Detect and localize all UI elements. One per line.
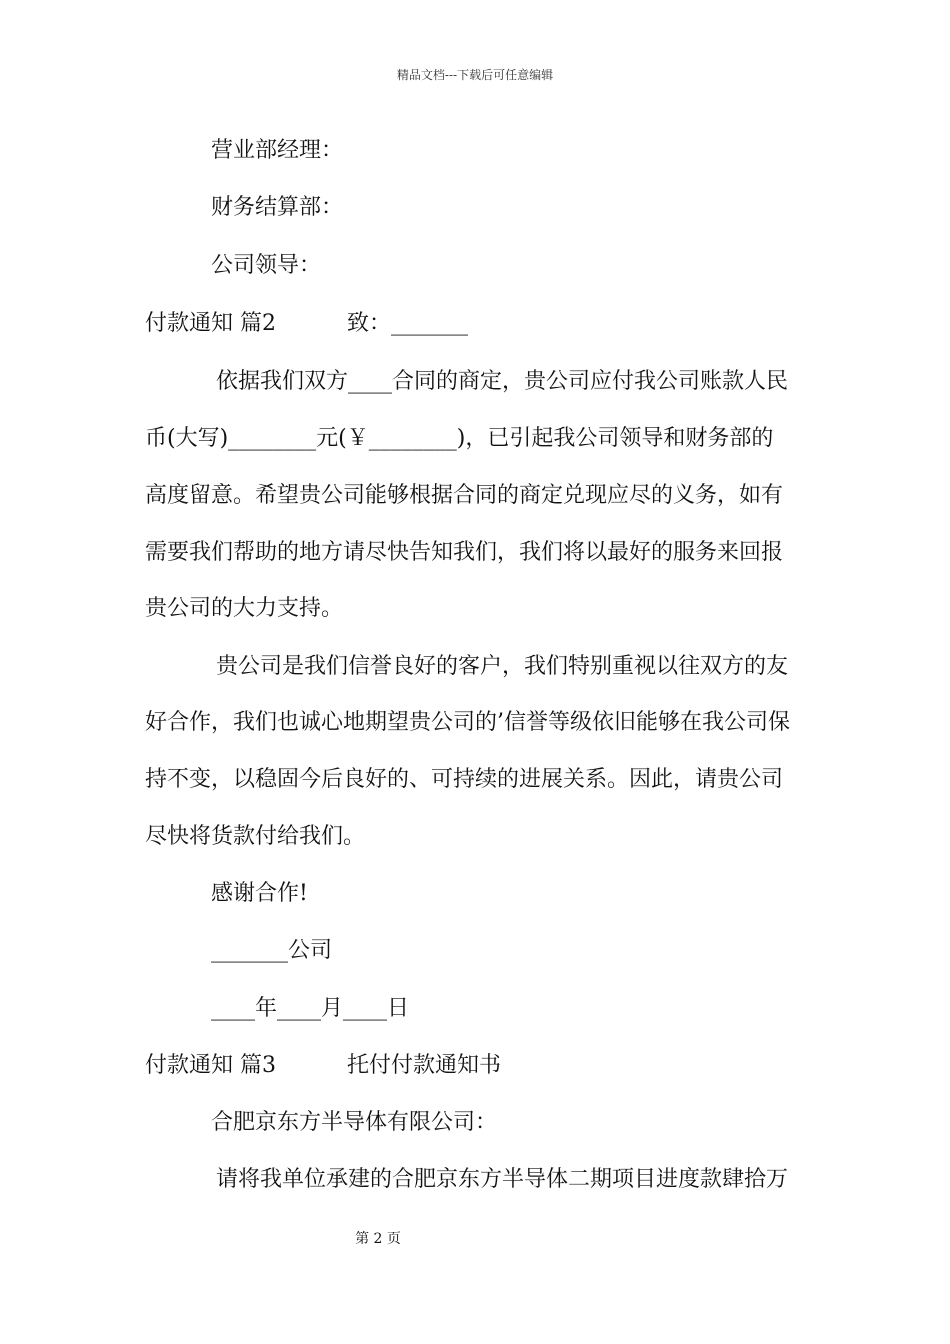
section-3-subtitle: 托付付款通知书 <box>347 1053 502 1078</box>
section-2-para-1-line-2: 币(大写)________元(￥________)，已引起我公司领导和财务部的 <box>145 426 774 451</box>
section-2-para-1-line-5: 贵公司的大力支持。 <box>145 596 344 621</box>
section-2-para-1-line-1: 依据我们双方____合同的商定，贵公司应付我公司账款人民 <box>216 369 789 394</box>
section-3-para-1-line-1: 请将我单位承建的合肥京东方半导体二期项目进度款肆拾万 <box>216 1167 789 1192</box>
section-2-para-1-line-4: 需要我们帮助的地方请尽快告知我们，我们将以最好的服务来回报 <box>145 540 784 565</box>
page-header: 精品文档---下载后可任意编辑 <box>396 68 554 82</box>
section-2-to-line: 致：_______ <box>347 311 469 336</box>
thanks-line: 感谢合作! <box>211 881 308 906</box>
page-number: 第 2 页 <box>355 1231 401 1247</box>
section-3-title: 付款通知 篇3 <box>145 1053 276 1078</box>
section-2-para-2-line-4: 尽快将货款付给我们。 <box>145 824 366 849</box>
sales-manager-signoff: 营业部经理： <box>211 138 344 163</box>
section-2-para-1-line-3: 高度留意。希望贵公司能够根据合同的商定兑现应尽的义务，如有 <box>145 483 784 508</box>
company-signature-line: _______公司 <box>211 938 333 963</box>
finance-settlement-signoff: 财务结算部： <box>211 195 344 220</box>
section-2-para-2-line-3: 持不变，以稳固今后良好的、可持续的进展关系。因此，请贵公司 <box>145 767 784 792</box>
company-leader-signoff: 公司领导： <box>211 253 322 278</box>
section-3-addressee: 合肥京东方半导体有限公司： <box>211 1110 498 1135</box>
section-2-para-2-line-2: 好合作，我们也诚心地期望贵公司的’信誉等级依旧能够在我公司保 <box>145 710 790 735</box>
date-line: ____年____月____日 <box>211 996 410 1021</box>
section-2-title: 付款通知 篇2 <box>145 311 276 336</box>
section-2-heading <box>145 309 468 339</box>
section-2-para-2-line-1: 贵公司是我们信誉良好的客户，我们特别重视以往双方的友 <box>216 654 789 679</box>
section-3-heading <box>145 1051 501 1081</box>
